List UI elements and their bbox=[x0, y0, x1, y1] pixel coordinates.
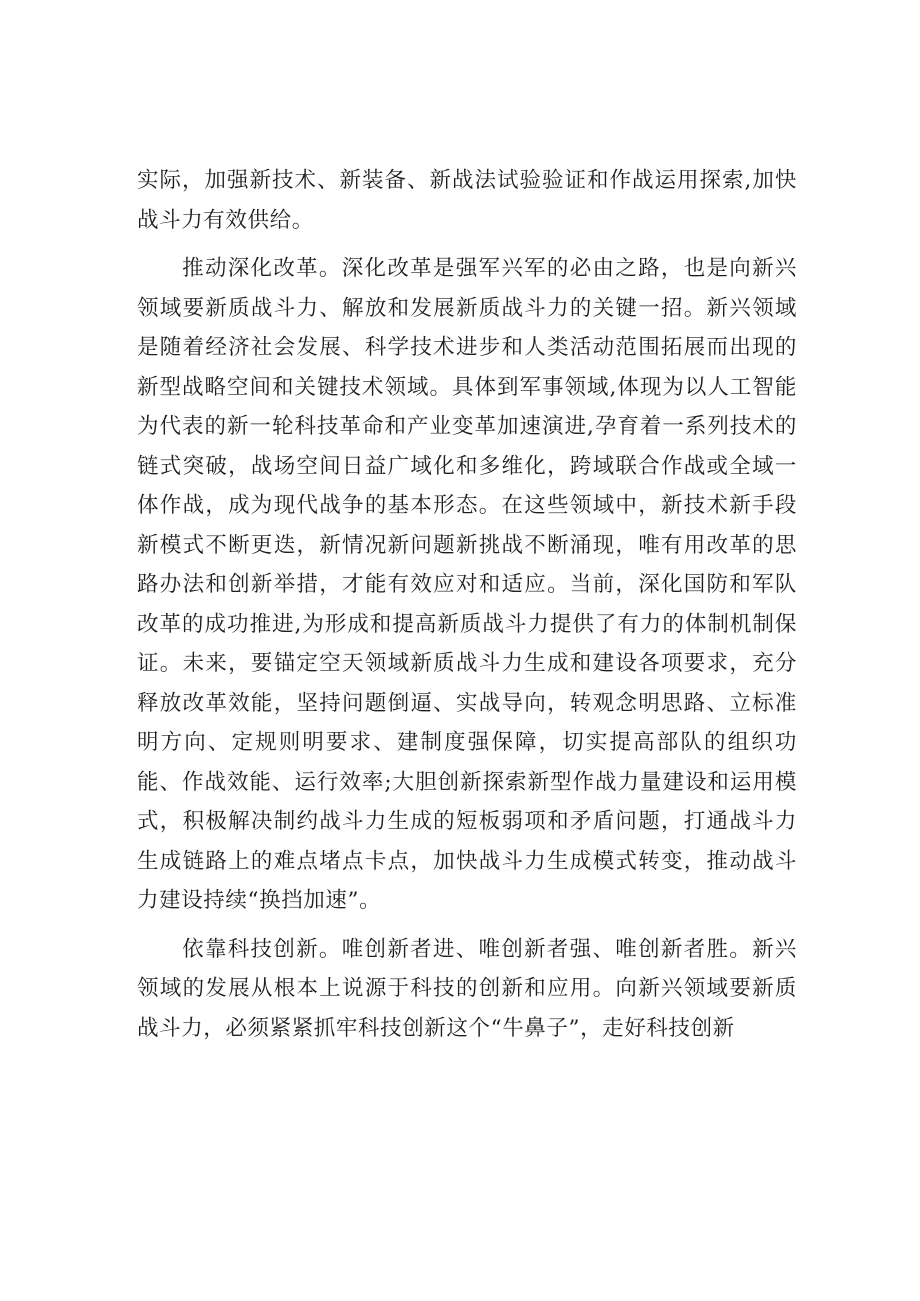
paragraph-deepen-reform: 推动深化改革。深化改革是强军兴军的必由之路，也是向新兴领域要新质战斗力、解放和发展新质战斗力的关键一招。新兴领域是随着经济社会发展、科学技术进步和人类活动范围拓展而出现的新型战略空间和关键技术领域。具体到军事领域,体现为以人工智能为代表的新一轮科技革命和产业变革加速演进,孕育着一系列技术的链式突破，战场空间日益广域化和多维化，跨域联合作战或全域一体作战，成为现代战争的基本形态。在这些领域中，新技术新手段新模式不断更迭，新情况新问题新挑战不断涌现，唯有用改革的思路办法和创新举措，才能有效应对和适应。当前，深化国防和军队改革的成功推进,为形成和提高新质战斗力提供了有力的体制机制保证。未来，要锚定空天领域新质战斗力生成和建设各项要求，充分释放改革效能，坚持问题倒逼、实战导向，转观念明思路、立标准明方向、定规则明要求、建制度强保障，切实提高部队的组织功能、作战效能、运行效率;大胆创新探索新型作战力量建设和运用模式，积极解决制约战斗力生成的短板弱项和矛盾问题，打通战斗力生成链路上的难点堵点卡点，加快战斗力生成模式转变，推动战斗力建设持续“换挡加速”。 bbox=[137, 256, 797, 913]
paragraph-tech-innovation: 依靠科技创新。唯创新者进、唯创新者强、唯创新者胜。新兴领域的发展从根本上说源于科技的创新和应用。向新兴领域要新质战斗力，必须紧紧抓牢科技创新这个“牛鼻子”，走好科技创新 bbox=[137, 936, 797, 1041]
document-body bbox=[137, 161, 797, 1048]
paragraph-continuation: 实际，加强新技术、新装备、新战法试验验证和作战运用探索,加快战斗力有效供给。 bbox=[137, 168, 797, 233]
